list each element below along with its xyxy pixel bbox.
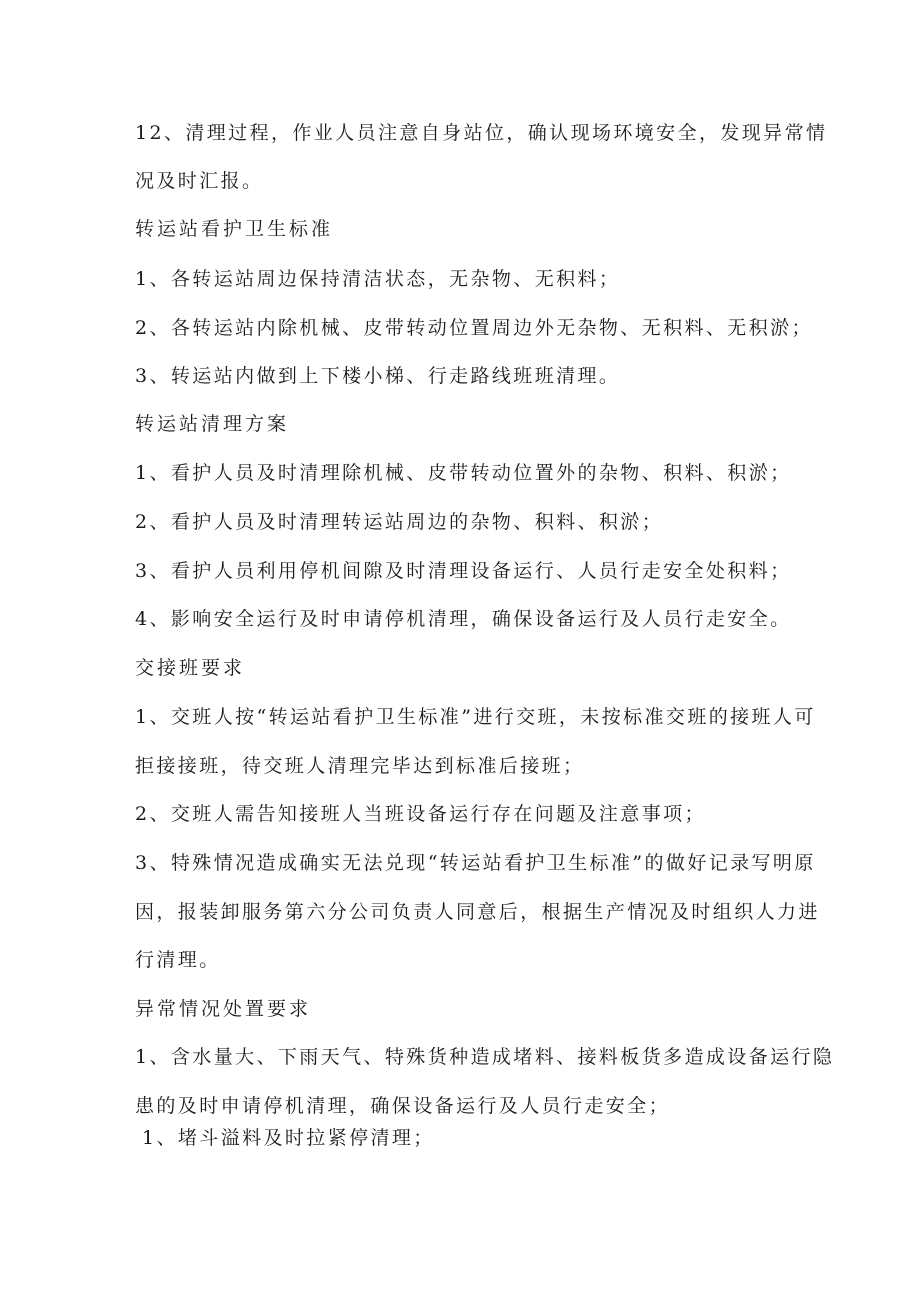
list-item: 2、交班人需告知接班人当班设备运行存在问题及注意事项； xyxy=(135,803,706,825)
list-item: 1、看护人员及时清理除机械、皮带转动位置外的杂物、积料、积淤； xyxy=(135,462,792,484)
list-item: 2、看护人员及时清理转运站周边的杂物、积料、积淤； xyxy=(135,511,664,533)
paragraph-line: 况及时汇报。 xyxy=(135,170,264,192)
section-heading-handover-requirements: 交接班要求 xyxy=(135,657,246,679)
paragraph-line: 患的及时申请停机清理，确保设备运行及人员行走安全； xyxy=(135,1095,671,1117)
paragraph-line: 12、清理过程，作业人员注意自身站位，确认现场环境安全，发现异常情 xyxy=(135,122,828,144)
list-item: 1、含水量大、下雨天气、特殊货种造成堵料、接料板货多造成设备运行隐 xyxy=(135,1046,835,1068)
list-item: 3、特殊情况造成确实无法兑现“转运站看护卫生标准”的做好记录写明原 xyxy=(135,852,816,874)
paragraph-line: 行清理。 xyxy=(135,949,221,971)
list-item: 1、堵斗溢料及时拉紧停清理； xyxy=(142,1127,435,1149)
section-heading-cleaning-plan: 转运站清理方案 xyxy=(135,413,290,435)
list-item: 1、各转运站周边保持清洁状态，无杂物、无积料； xyxy=(135,268,621,290)
list-item: 2、各转运站内除机械、皮带转动位置周边外无杂物、无积料、无积淤； xyxy=(135,317,813,339)
paragraph-line: 因，报装卸服务第六分公司负责人同意后，根据生产情况及时组织人力进 xyxy=(135,901,820,923)
paragraph-line: 拒接接班，待交班人清理完毕达到标准后接班； xyxy=(135,755,585,777)
list-item: 4、影响安全运行及时申请停机清理，确保设备运行及人员行走安全。 xyxy=(135,608,792,630)
section-heading-transfer-station-standard: 转运站看护卫生标准 xyxy=(135,218,334,240)
list-item: 1、交班人按“转运站看护卫生标准”进行交班，未按标准交班的接班人可 xyxy=(135,706,816,728)
list-item: 3、看护人员利用停机间隙及时清理设备运行、人员行走安全处积料； xyxy=(135,560,792,582)
section-heading-abnormal-handling: 异常情况处置要求 xyxy=(135,998,312,1020)
list-item: 3、转运站内做到上下楼小梯、行走路线班班清理。 xyxy=(135,365,621,387)
